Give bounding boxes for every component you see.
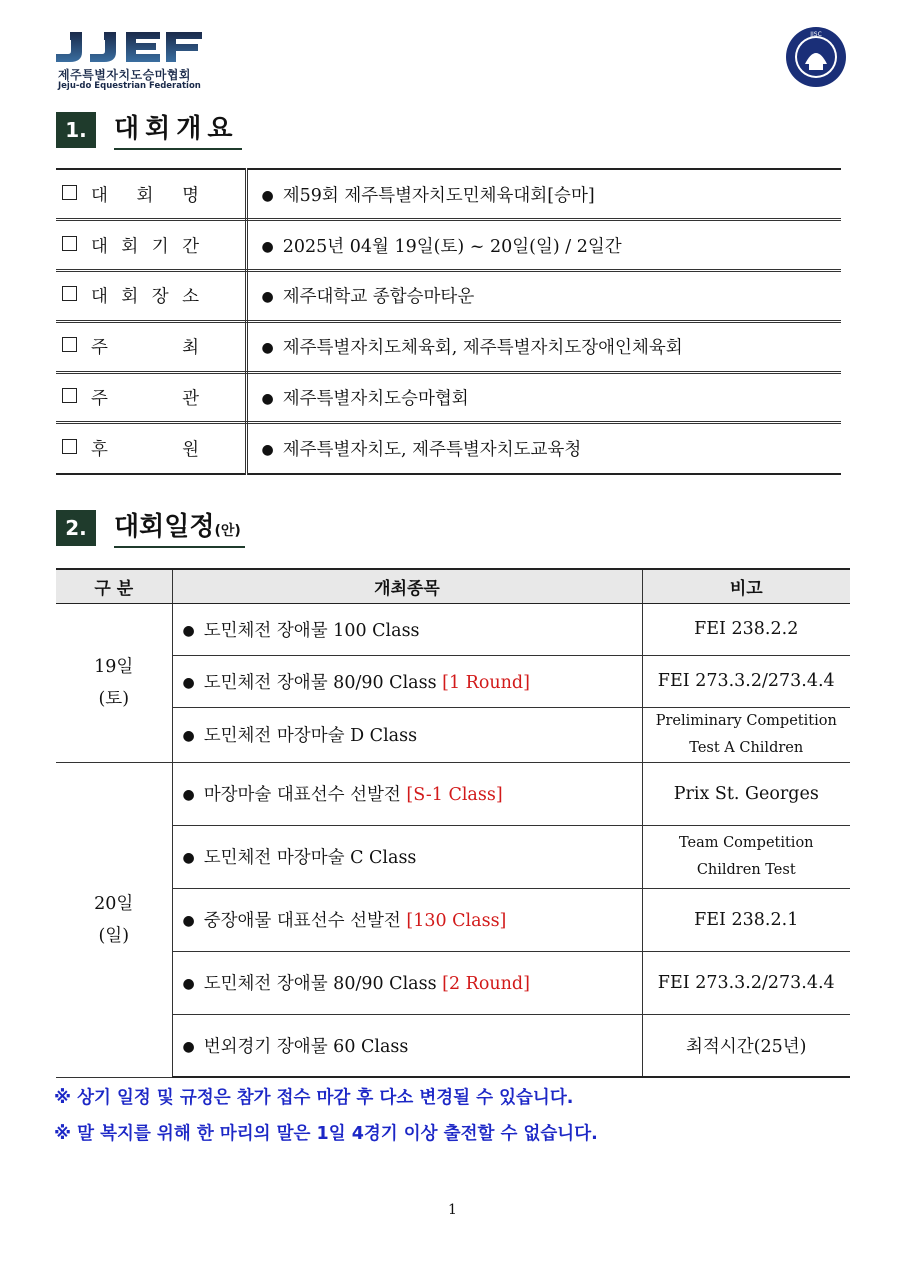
checkbox-icon (62, 337, 77, 352)
overview-value (246, 423, 841, 474)
note-cell (642, 707, 850, 762)
event-cell (172, 825, 642, 888)
note-text: FEI 238.2.2 (694, 619, 799, 639)
event-name: 도민체전 장애물 80/90 Class (203, 672, 443, 693)
overview-row (56, 220, 841, 271)
bullet-icon: ● (182, 850, 195, 866)
overview-value (246, 321, 841, 372)
bullet-icon: ● (261, 187, 274, 204)
bullet-icon: ● (182, 674, 195, 691)
event-name: 도민체전 장애물 80/90 Class (203, 974, 443, 994)
seal-text: JJSC (810, 31, 822, 38)
day-cell (56, 603, 172, 762)
overview-row (56, 423, 841, 474)
overview-label-text (91, 385, 199, 410)
note-text: Prix St. Georges (673, 783, 819, 804)
checkbox-icon (62, 286, 77, 301)
note-cell (642, 762, 850, 825)
event-cell (172, 762, 642, 825)
overview-label-char: 후 (91, 440, 108, 461)
note-cell (642, 655, 850, 707)
overview-label-char: 기 (151, 236, 169, 257)
checkbox-icon (62, 439, 77, 454)
table-row (56, 655, 850, 707)
notes (54, 1080, 598, 1152)
overview-value-text: 2025년 04월 19일(토) ~ 20일(일) / 2일간 (282, 236, 622, 257)
note-text: Team Competition (678, 834, 814, 851)
event-name: 도민체전 마장마술 D Class (203, 726, 418, 746)
event-name: 번외경기 장애물 60 Class (203, 1036, 409, 1057)
overview-label-char: 원 (182, 440, 199, 461)
checkbox-icon (62, 185, 77, 200)
page-number: 1 (448, 1202, 457, 1218)
event-name: 도민체전 장애물 100 Class (203, 620, 420, 641)
event-cell (172, 888, 642, 951)
bullet-icon: ● (261, 442, 274, 459)
event-name: 마장마술 대표선수 선발전 (203, 785, 407, 805)
overview-table (56, 168, 841, 475)
overview-label-text (91, 233, 199, 258)
jjef-logo-mark (56, 30, 202, 64)
event-cell (172, 707, 642, 762)
overview-value-text: 제59회 제주특별자치도민체육대회[승마] (282, 185, 595, 206)
overview-label-text (91, 436, 199, 461)
overview-label-char: 대 (91, 236, 108, 257)
event-tag: [130 Class] (406, 911, 507, 931)
note-text: Preliminary Competition (655, 712, 837, 729)
bullet-icon: ● (182, 1038, 195, 1055)
table-row (56, 603, 850, 655)
overview-value (246, 271, 841, 322)
overview-row (56, 321, 841, 372)
day-weekday: (토) (98, 688, 130, 709)
overview-value (246, 372, 841, 423)
note-text: Test A Children (689, 739, 804, 756)
overview-label-char: 대 (91, 185, 108, 206)
overview-label (56, 321, 246, 372)
note-text: FEI 273.3.2/273.4.4 (657, 972, 835, 993)
bullet-icon: ● (261, 340, 274, 357)
day-date: 19일 (94, 656, 134, 677)
overview-row (56, 169, 841, 220)
bullet-icon: ● (261, 238, 274, 255)
table-row (56, 825, 850, 888)
bullet-icon: ● (261, 391, 274, 408)
column-header-event: 개최종목 (172, 569, 642, 603)
section-title-suffix: (안) (214, 523, 241, 539)
event-cell (172, 1014, 642, 1077)
overview-label-char: 최 (182, 338, 199, 359)
event-cell (172, 603, 642, 655)
section-title (114, 510, 245, 548)
note-cell (642, 951, 850, 1014)
section-number: 2. (56, 510, 96, 546)
note-cell (642, 888, 850, 951)
event-name: 도민체전 마장마술 C Class (203, 848, 417, 868)
bullet-icon: ● (182, 976, 195, 992)
overview-label-char: 관 (182, 389, 199, 410)
federation-logo (56, 30, 206, 90)
overview-label-char: 명 (182, 185, 199, 206)
overview-label-char: 회 (136, 185, 154, 206)
overview-label (56, 423, 246, 474)
section-title-text: 대회일정 (114, 512, 215, 542)
note-cell (642, 603, 850, 655)
table-row (56, 762, 850, 825)
overview-label-text (91, 283, 199, 308)
event-cell (172, 951, 642, 1014)
overview-label-char: 대 (91, 287, 108, 308)
overview-value-text: 제주특별자치도, 제주특별자치도교육청 (282, 440, 582, 461)
table-row (56, 951, 850, 1014)
overview-label-text (91, 334, 199, 359)
bullet-icon: ● (182, 913, 195, 929)
overview-value-text: 제주대학교 종합승마타운 (282, 287, 475, 308)
day-weekday: (일) (98, 925, 130, 946)
event-tag: [2 Round] (442, 974, 530, 994)
overview-label-char: 소 (182, 287, 199, 308)
table-row (56, 1014, 850, 1077)
overview-label-char: 회 (121, 236, 139, 257)
bullet-icon: ● (182, 622, 195, 639)
overview-label-text (91, 182, 199, 207)
overview-value-text: 제주특별자치도승마협회 (282, 389, 469, 410)
section-number: 1. (56, 112, 96, 148)
event-cell (172, 655, 642, 707)
column-header-category: 구 분 (56, 569, 172, 603)
column-header-note: 비고 (642, 569, 850, 603)
note-line: ※ 말 복지를 위해 한 마리의 말은 1일 4경기 이상 출전할 수 없습니다. (54, 1124, 598, 1144)
day-date: 20일 (94, 893, 134, 914)
note-cell (642, 1014, 850, 1077)
overview-label-char: 회 (121, 287, 139, 308)
bullet-icon: ● (261, 289, 274, 306)
overview-row (56, 271, 841, 322)
event-tag: [1 Round] (442, 672, 530, 693)
overview-row (56, 372, 841, 423)
note-text: FEI 273.3.2/273.4.4 (657, 671, 835, 691)
checkbox-icon (62, 236, 77, 251)
logo-korean-name: 제주특별자치도승마협회 (58, 68, 192, 82)
event-name: 중장애물 대표선수 선발전 (203, 911, 407, 931)
logo-english-name: Jeju-do Equestrian Federation (58, 81, 201, 91)
day-cell (56, 762, 172, 1077)
overview-label-char: 장 (151, 287, 169, 308)
overview-label (56, 169, 246, 220)
bullet-icon: ● (182, 728, 195, 744)
note-line: ※ 상기 일정 및 규정은 참가 접수 마감 후 다소 변경될 수 있습니다. (54, 1088, 574, 1108)
overview-value (246, 220, 841, 271)
overview-value-text: 제주특별자치도체육회, 제주특별자치도장애인체육회 (282, 338, 683, 359)
section-title: 대회개요 (114, 112, 242, 150)
table-row (56, 707, 850, 762)
note-text: Children Test (696, 861, 796, 878)
note-cell (642, 825, 850, 888)
overview-label-char: 간 (182, 236, 199, 257)
overview-label (56, 271, 246, 322)
overview-value (246, 169, 841, 220)
federation-seal-icon (785, 26, 847, 88)
overview-label-char: 주 (91, 389, 108, 410)
table-row (56, 888, 850, 951)
note-text: 최적시간(25년) (686, 1036, 807, 1057)
note-text: FEI 238.2.1 (694, 909, 799, 930)
overview-label-char: 주 (91, 338, 108, 359)
bullet-icon: ● (182, 787, 195, 803)
overview-label (56, 372, 246, 423)
schedule-table (56, 568, 850, 1078)
event-tag: [S-1 Class] (406, 785, 503, 805)
overview-label (56, 220, 246, 271)
checkbox-icon (62, 388, 77, 403)
